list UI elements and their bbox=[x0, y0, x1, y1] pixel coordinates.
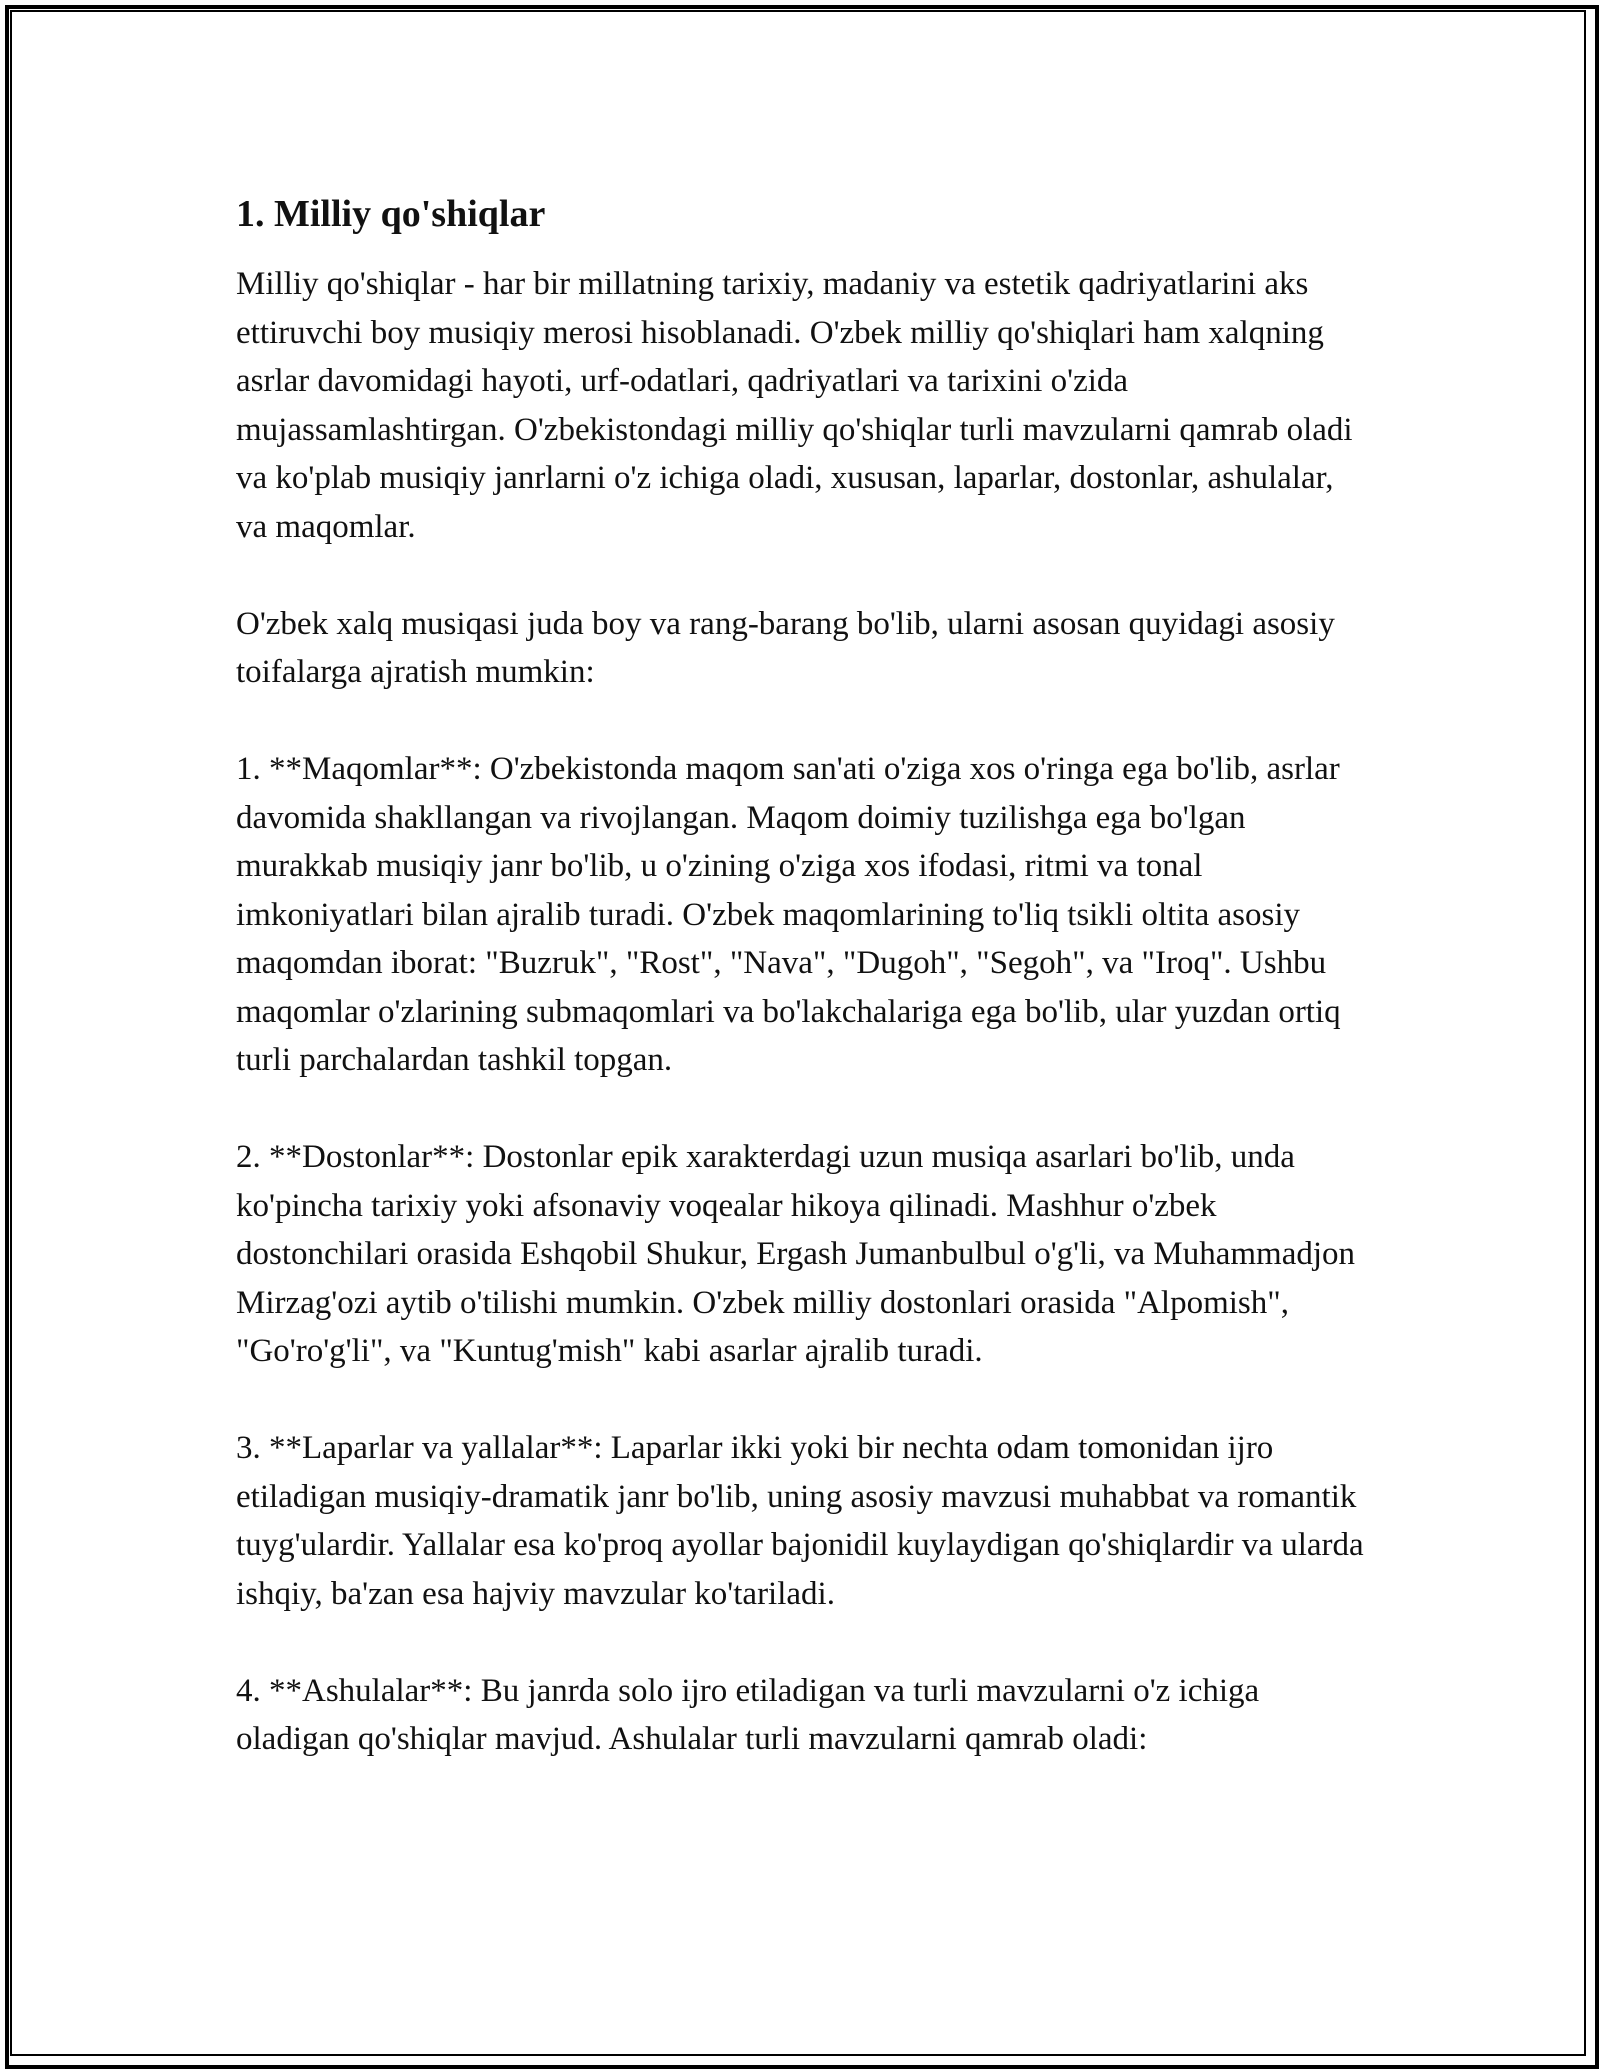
paragraph-maqomlar: 1. **Maqomlar**: O'zbekistonda maqom san'ati o'ziga xos o'ringa ega bo'lib, asrlar davomida shakllangan va rivojlangan. Maqom doimiy tuzilishga ega bo'lgan murakkab musiqiy janr bo'lib, u o'zining o'ziga xos ifodasi, ritmi va tonal imkoniyatlari bilan ajralib turadi. O'zbek maqomlarining to'liq tsikli oltita asosiy maqomdan iborat: "Buzruk", "Rost", "Nava", "Dugoh", "Segoh", va "Iroq". Ushbu maqomlar o'zlarining submaqomlari va bo'lakchalariga ega bo'lib, ular yuzdan ortiq turli parchalardan tashkil topgan. bbox=[236, 751, 1341, 1078]
document-body bbox=[236, 188, 1366, 1812]
section-heading: 1. Milliy qo'shiqlar bbox=[236, 193, 546, 235]
paragraph-intro: Milliy qo'shiqlar - har bir millatning tarixiy, madaniy va estetik qadriyatlarini aks ettiruvchi boy musiqiy merosi hisoblanadi. O'zbek milliy qo'shiqlari ham xalqning asrlar davomidagi hayoti, urf-odatlari, qadriyatlari va tarixini o'zida mujassamlashtirgan. O'zbekistondagi milliy qo'shiqlar turli mavzularni qamrab oladi va ko'plab musiqiy janrlarni o'z ichiga oladi, xususan, laparlar, dostonlar, ashulalar, va maqomlar. bbox=[236, 266, 1353, 545]
paragraph-ashulalar: 4. **Ashulalar**: Bu janrda solo ijro etiladigan va turli mavzularni o'z ichiga oladigan qo'shiqlar mavjud. Ashulalar turli mavzularni qamrab oladi: bbox=[236, 1672, 1260, 1757]
paragraph-categories: O'zbek xalq musiqasi juda boy va rang-barang bo'lib, ularni asosan quyidagi asosiy toifalarga ajratish mumkin: bbox=[236, 605, 1335, 690]
paragraph-laparlar: 3. **Laparlar va yallalar**: Laparlar ikki yoki bir nechta odam tomonidan ijro etiladigan musiqiy-dramatik janr bo'lib, uning asosiy mavzusi muhabbat va romantik tuyg'ulardir. Yallalar esa ko'proq ayollar bajonidil kuylaydigan qo'shiqlardir va ularda ishqiy, ba'zan esa hajviy mavzular ko'tariladi. bbox=[236, 1430, 1364, 1612]
paragraph-dostonlar: 2. **Dostonlar**: Dostonlar epik xarakterdagi uzun musiqa asarlari bo'lib, unda ko'pincha tarixiy yoki afsonaviy voqealar hikoya qilinadi. Mashhur o'zbek dostonchilari orasida Eshqobil Shukur, Ergash Jumanbulbul o'g'li, va Muhammadjon Mirzag'ozi aytib o'tilishi mumkin. O'zbek milliy dostonlari orasida "Alpomish", "Go'ro'g'li", va "Kuntug'mish" kabi asarlar ajralib turadi. bbox=[236, 1139, 1356, 1369]
